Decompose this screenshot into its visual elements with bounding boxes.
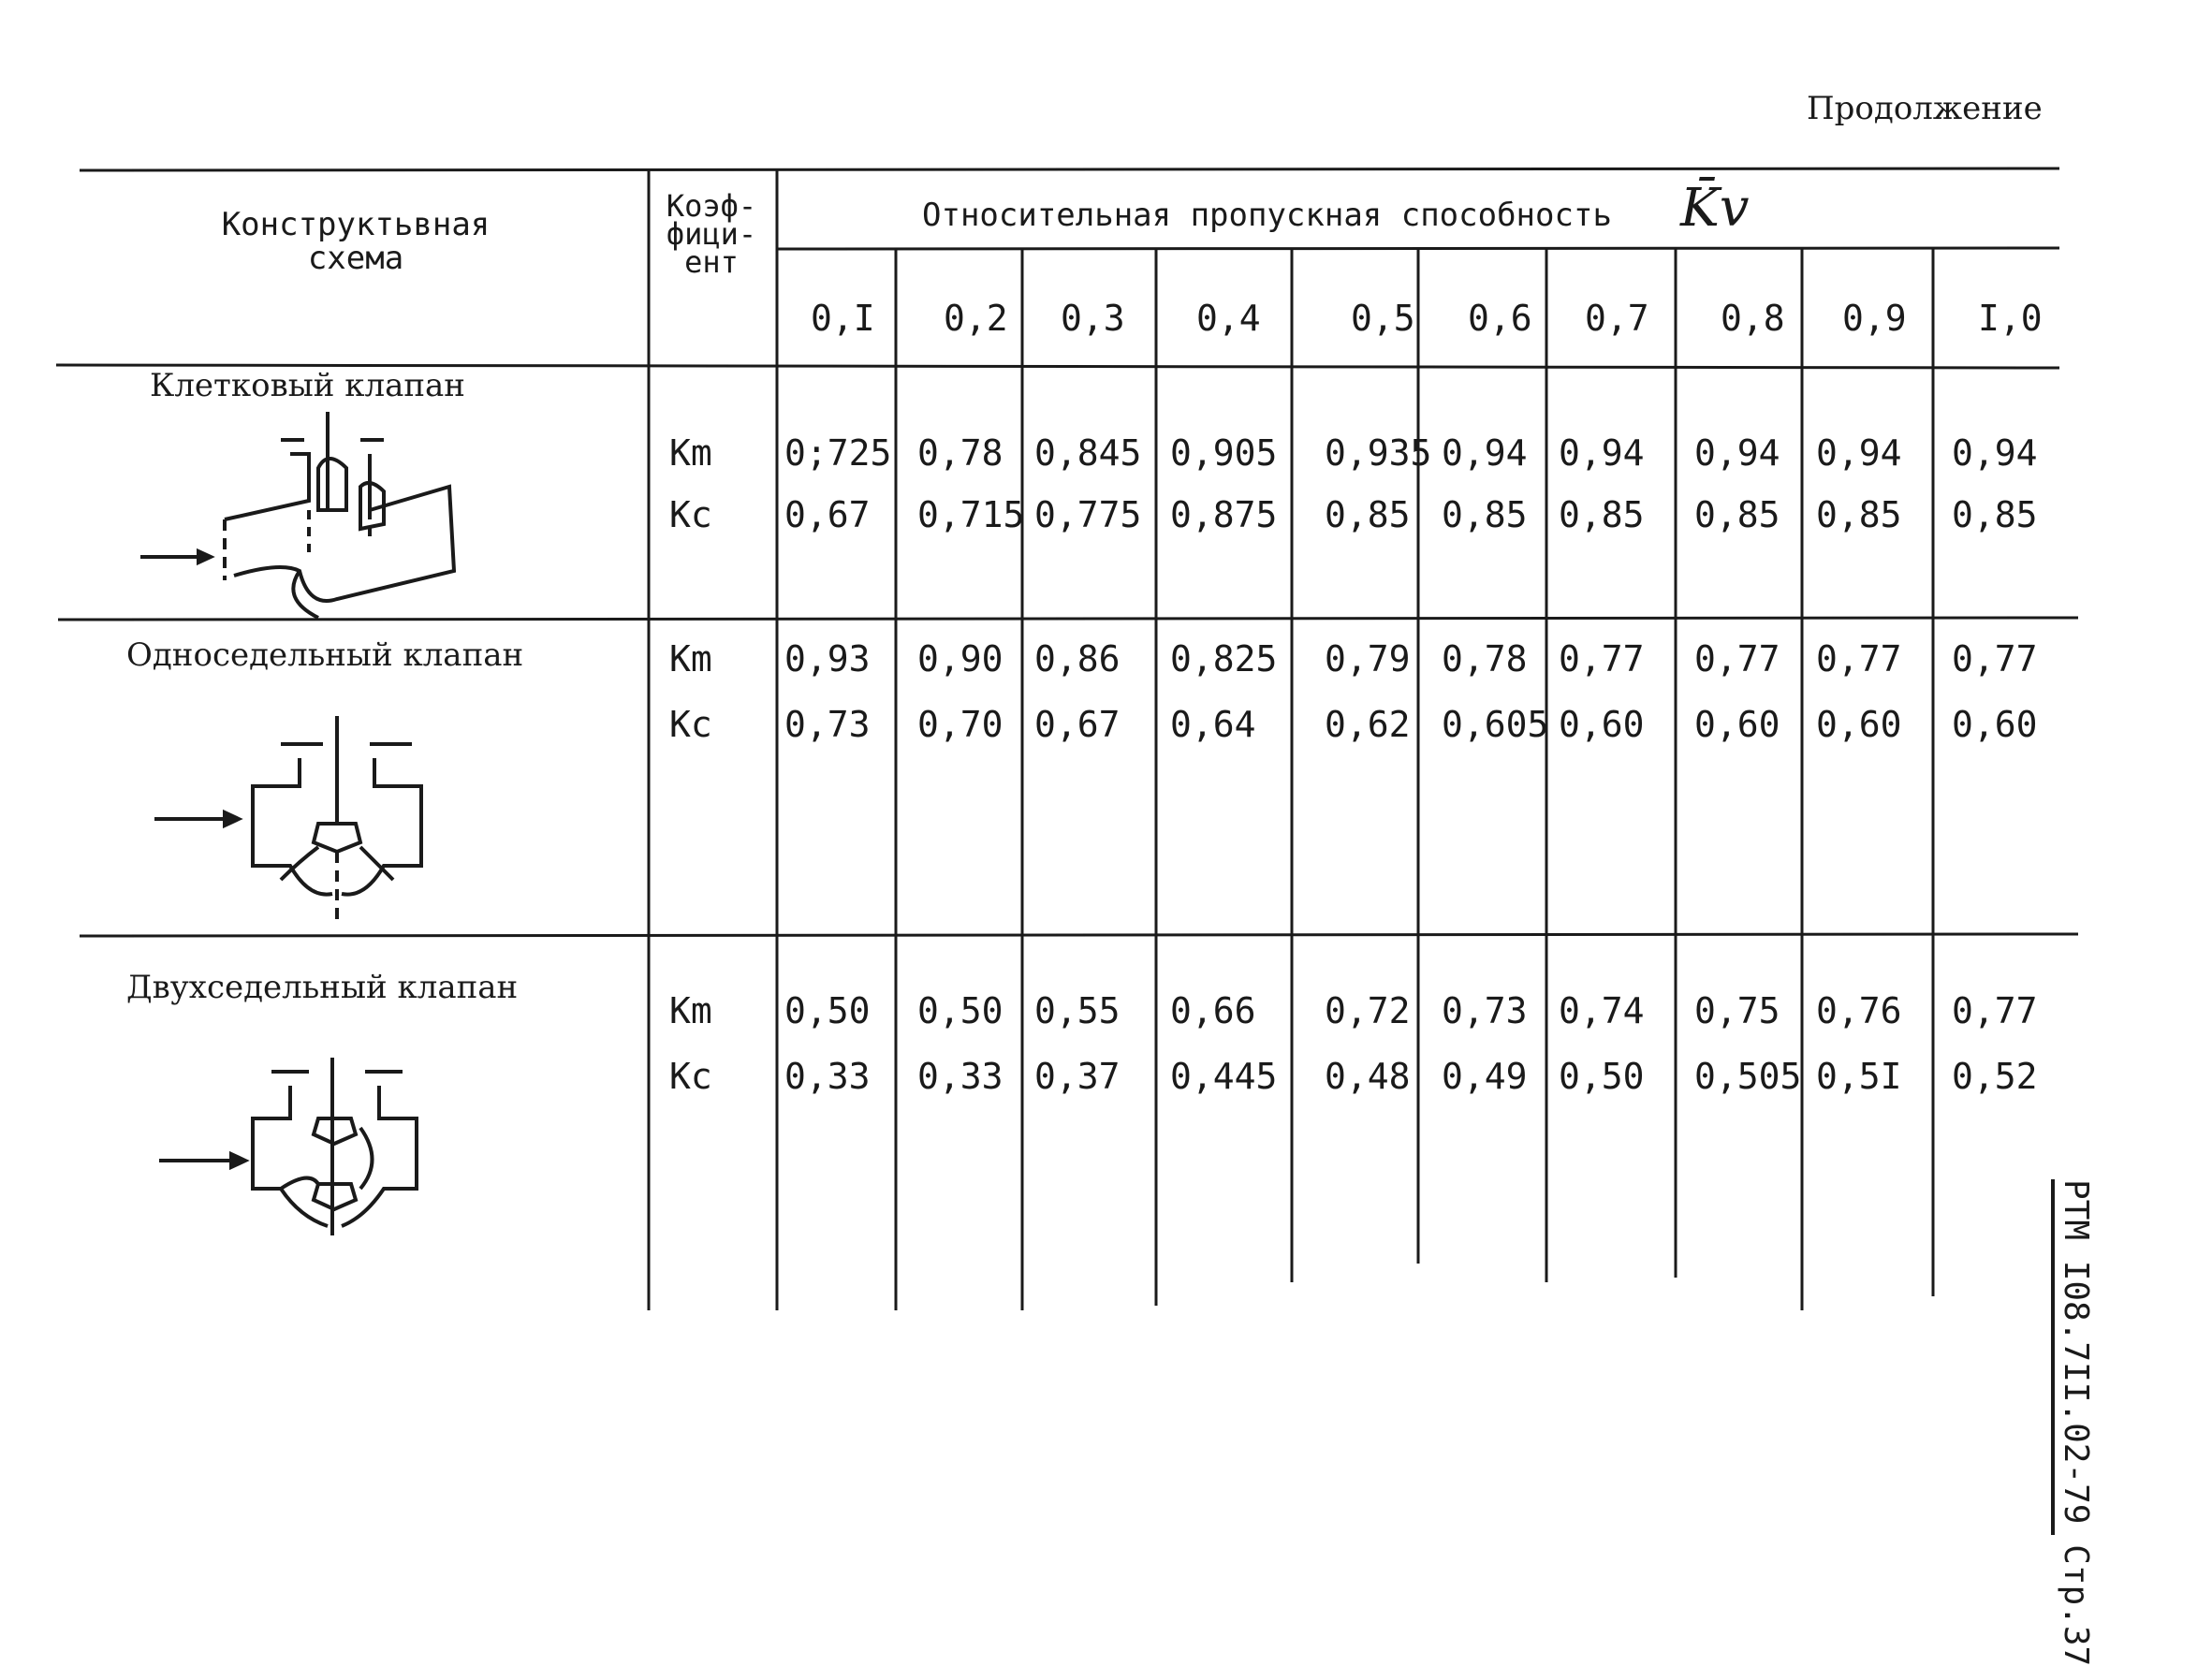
cell-row3-kc-8: 0,5I [1816,1056,1902,1097]
cell-row3-kc-6: 0,50 [1559,1056,1645,1097]
single-seat-valve-drawing [154,716,421,922]
cell-row2-kc-1: 0,70 [917,704,1003,745]
cell-row3-kc-1: 0,33 [917,1056,1003,1097]
cell-row2-kc-9: 0,60 [1952,704,2038,745]
cell-row2-km-7: 0,77 [1694,638,1780,680]
cell-row2-km-0: 0,93 [784,638,871,680]
continuation-label: Продолжение [1807,90,2043,127]
column-header-9: I,0 [1978,298,2043,339]
column-header-0: 0,I [811,298,875,339]
cell-row2-kc-4: 0,62 [1325,704,1411,745]
cell-row1-kc-5: 0,85 [1442,494,1528,535]
cell-row3-km-2: 0,55 [1034,990,1121,1031]
cell-row2-km-8: 0,77 [1816,638,1902,680]
cell-row2-kc-6: 0,60 [1559,704,1645,745]
cell-row1-kc-1: 0,715 [917,494,1025,535]
cell-row1-km-3: 0,905 [1170,432,1278,474]
cell-row2-km-5: 0,78 [1442,638,1528,680]
header-throughput: Относительная пропускная способность [922,197,1612,234]
cell-row2-km-3: 0,825 [1170,638,1278,680]
cell-row3-km-3: 0,66 [1170,990,1256,1031]
cell-row1-kc-7: 0,85 [1694,494,1780,535]
row3-km-label: Km [669,990,712,1031]
cell-row1-kc-3: 0,875 [1170,494,1278,535]
row1-km-label: Km [669,432,712,474]
cell-row3-km-9: 0,77 [1952,990,2038,1031]
header-scheme: Конструктьвная схема [221,206,491,277]
cell-row3-kc-3: 0,445 [1170,1056,1278,1097]
column-header-2: 0,3 [1061,298,1125,339]
cell-row1-kc-6: 0,85 [1559,494,1645,535]
cell-row1-kc-8: 0,85 [1816,494,1902,535]
cell-row1-km-4: 0,935 [1325,432,1432,474]
cell-row2-km-6: 0,77 [1559,638,1645,680]
double-seat-valve-drawing [159,1058,417,1235]
cell-row3-kc-9: 0,52 [1952,1056,2038,1097]
cell-row1-kc-4: 0,85 [1325,494,1411,535]
column-header-8: 0,9 [1842,298,1907,339]
cell-row2-kc-7: 0,60 [1694,704,1780,745]
column-header-3: 0,4 [1196,298,1261,339]
column-header-4: 0,5 [1351,298,1415,339]
row3-kc-label: Kc [669,1056,712,1097]
cell-row1-km-5: 0,94 [1442,432,1528,474]
document-side-label: РТМ I08.7II.02-79 Стр.37 [2051,1179,2095,1535]
column-header-6: 0,7 [1585,298,1649,339]
valve-name-single-seat: Односедельный клапан [126,636,524,674]
cell-row3-kc-4: 0,48 [1325,1056,1411,1097]
cell-row3-kc-2: 0,37 [1034,1056,1121,1097]
row2-kc-label: Kc [669,704,712,745]
cell-row3-km-8: 0,76 [1816,990,1902,1031]
cell-row1-km-7: 0,94 [1694,432,1780,474]
cell-row2-kc-2: 0,67 [1034,704,1121,745]
column-header-7: 0,8 [1721,298,1785,339]
cell-row2-km-4: 0,79 [1325,638,1411,680]
cell-row3-km-1: 0,50 [917,990,1003,1031]
kv-symbol: K̄v [1680,178,1750,239]
cell-row1-kc-9: 0,85 [1952,494,2038,535]
cell-row1-km-0: 0;725 [784,432,892,474]
cell-row3-kc-7: 0,505 [1694,1056,1802,1097]
cell-row2-km-1: 0,90 [917,638,1003,680]
column-header-1: 0,2 [944,298,1008,339]
cell-row3-km-0: 0,50 [784,990,871,1031]
cell-row1-km-1: 0,78 [917,432,1003,474]
row2-km-label: Km [669,638,712,680]
cell-row1-km-9: 0,94 [1952,432,2038,474]
cell-row3-kc-0: 0,33 [784,1056,871,1097]
cell-row3-kc-5: 0,49 [1442,1056,1528,1097]
cell-row3-km-4: 0,72 [1325,990,1411,1031]
header-coefficient: Коэф-фици-ент [666,188,757,280]
cell-row3-km-5: 0,73 [1442,990,1528,1031]
cell-row2-kc-5: 0,605 [1442,704,1549,745]
cell-row1-km-8: 0,94 [1816,432,1902,474]
cell-row1-kc-2: 0,775 [1034,494,1142,535]
column-header-5: 0,6 [1468,298,1532,339]
cell-row1-km-2: 0,845 [1034,432,1142,474]
cell-row2-kc-0: 0,73 [784,704,871,745]
cell-row3-km-6: 0,74 [1559,990,1645,1031]
cell-row2-kc-8: 0,60 [1816,704,1902,745]
valve-name-cage: Клетковый клапан [150,367,465,404]
valve-name-double-seat: Двухседельный клапан [126,969,519,1006]
cell-row1-kc-0: 0,67 [784,494,871,535]
cage-valve-drawing [140,412,454,618]
cell-row1-km-6: 0,94 [1559,432,1645,474]
row1-kc-label: Kc [669,494,712,535]
cell-row3-km-7: 0,75 [1694,990,1780,1031]
cell-row2-km-9: 0,77 [1952,638,2038,680]
cell-row2-km-2: 0,86 [1034,638,1121,680]
cell-row2-kc-3: 0,64 [1170,704,1256,745]
